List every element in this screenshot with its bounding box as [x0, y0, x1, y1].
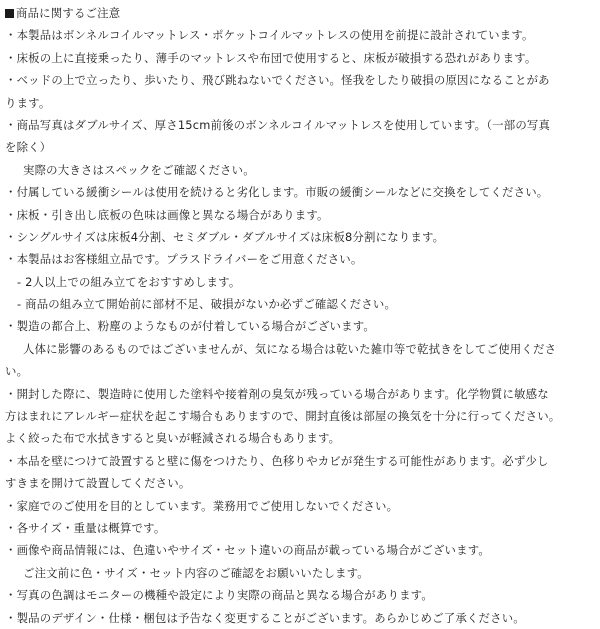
notice-heading — [5, 2, 595, 24]
notice-line: ・本品を壁につけて設置すると壁に傷をつけたり、色移りやカビが発生する可能性があります。必ず少し — [5, 453, 549, 468]
notice-line: ・家庭でのご使用を目的としています。業務用でご使用しないでください。 — [5, 498, 399, 513]
notice-lines — [5, 24, 595, 629]
notice-line: 方はまれにアレルギー症状を起こす場合もありますので、開封直後は部屋の換気を十分に行ってください。 — [5, 409, 561, 424]
product-notice-document — [5, 2, 595, 629]
black-square-icon — [5, 9, 14, 18]
notice-line: ・ベッドの上で立ったり、歩いたり、飛び跳ねないでください。怪我をしたり破損の原因になることがあ — [5, 73, 550, 88]
notice-line: ります。 — [5, 95, 51, 110]
notice-line: - 商品の組み立て開始前に部材不足、破損がないか必ずご確認ください。 — [17, 297, 397, 312]
notice-line: ・床板の上に直接乗ったり、薄手のマットレスや布団で使用すると、床板が破損する恐れがあります。 — [5, 50, 537, 65]
notice-line: ・商品写真はダブルサイズ、厚さ15cm前後のボンネルコイルマットレスを使用しています。（一部の写真 — [5, 117, 551, 132]
notice-line: 人体に影響のあるものではございませんが、気になる場合は乾いた雑巾等で乾拭きをしてご使用くださ — [23, 341, 557, 356]
notice-line: ご注文前に色・サイズ・セット内容のご確認をお願いいたします。 — [23, 565, 369, 580]
notice-line: い。 — [5, 364, 29, 379]
notice-line: ・製品のデザイン・仕様・梱包は予告なく変更することがございます。あらかじめご了承ください。 — [5, 610, 525, 625]
notice-line: ・床板・引き出し底板の色味は画像と異なる場合があります。 — [5, 207, 329, 222]
notice-line: ・画像や商品情報には、色違いやサイズ・セット違いの商品が載っている場合がございます。 — [5, 543, 490, 558]
notice-line: よく絞った布で水拭きすると臭いが軽減される場合もあります。 — [5, 431, 341, 446]
notice-line: ・シングルサイズは床板4分割、セミダブル・ダブルサイズは床板8分割になります。 — [5, 229, 445, 244]
notice-line: ・付属している緩衝シールは使用を続けると劣化します。市販の緩衝シールなどに交換をしてください。 — [5, 185, 549, 200]
notice-line: 実際の大きさはスペックをご確認ください。 — [23, 162, 255, 177]
notice-line: すきまを開けて設置してください。 — [5, 476, 191, 491]
notice-line: を除く） — [5, 140, 52, 155]
notice-line: - 2人以上での組み立てをおすすめします。 — [17, 274, 241, 289]
notice-line: ・製造の都合上、粉塵のようなものが付着している場合がございます。 — [5, 319, 375, 334]
notice-line: ・本製品はお客様組立品です。プラスドライバーをご用意ください。 — [5, 252, 363, 267]
notice-title: 商品に関するご注意 — [16, 6, 121, 20]
notice-line: ・開封した際に、製造時に使用した塗料や接着剤の臭気が残っている場合があります。化学物質に敏感な — [5, 386, 549, 401]
notice-line: ・本製品はボンネルコイルマットレス・ポケットコイルマットレスの使用を前提に設計されています。 — [5, 28, 534, 43]
notice-line: ・各サイズ・重量は概算です。 — [5, 520, 166, 535]
notice-line: ・写真の色調はモニターの機種や設定により実際の商品と異なる場合があります。 — [5, 588, 433, 603]
